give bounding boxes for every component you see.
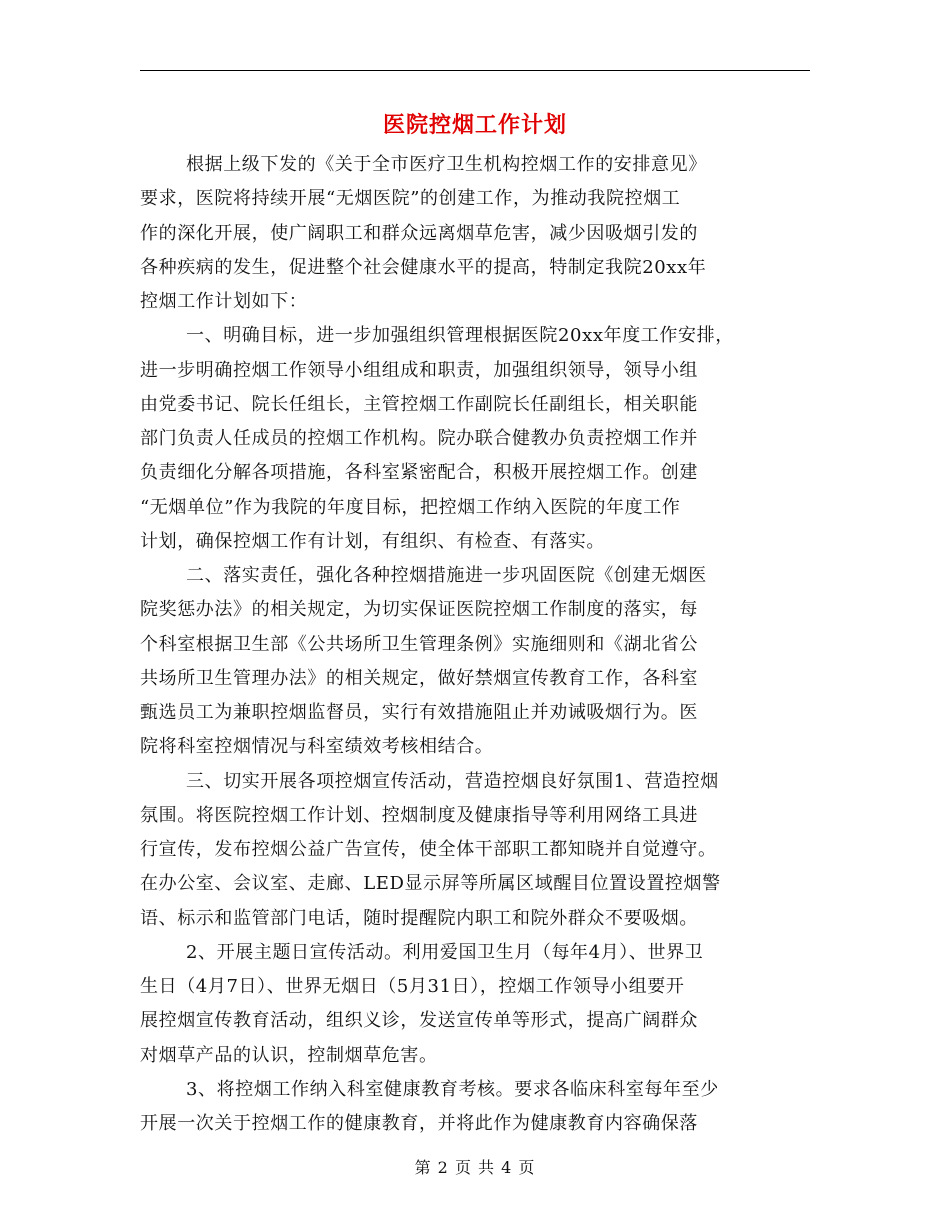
text-line: 作的深化开展，使广阔职工和群众远离烟草危害，减少因吸烟引发的 bbox=[140, 222, 698, 244]
document-body bbox=[140, 148, 810, 1141]
text-line: 语、标示和监管部门电话，随时提醒院内职工和院外群众不要吸烟。 bbox=[140, 907, 698, 929]
text-line: 根据上级下发的《关于全市医疗卫生机构控烟工作的安排意见》 bbox=[186, 154, 707, 175]
text-line: 控烟工作计划如下： bbox=[140, 291, 308, 312]
text-line: 生日（4月7日）、世界无烟日（5月31日），控烟工作领导小组要开 bbox=[140, 976, 685, 997]
text-line: 由党委书记、院长任组长，主管控烟工作副院长任副组长，相关职能 bbox=[140, 393, 698, 415]
text-line: 部门负责人任成员的控烟工作机构。院办联合健教办负责控烟工作并 bbox=[140, 428, 698, 449]
text-line: 二、落实责任，强化各种控烟措施进一步巩固医院《创建无烟医 bbox=[186, 565, 707, 586]
text-line: 院将科室控烟情况与科室绩效考核相结合。 bbox=[140, 736, 494, 758]
text-line: 2、开展主题日宣传活动。利用爱国卫生月（每年4月）、世界卫 bbox=[186, 941, 704, 963]
header-rule bbox=[140, 70, 810, 71]
text-line: 共场所卫生管理办法》的相关规定，做好禁烟宣传教育工作，各科室 bbox=[140, 667, 698, 689]
text-line: 负责细化分解各项措施，各科室紧密配合，积极开展控烟工作。创建 bbox=[140, 462, 698, 484]
page-footer: 第 2 页 共 4 页 bbox=[414, 1158, 536, 1177]
text-line: 计划，确保控烟工作有计划，有组织、有检查、有落实。 bbox=[140, 530, 605, 552]
text-line: 3、将控烟工作纳入科室健康教育考核。要求各临床科室每年至少 bbox=[186, 1078, 719, 1100]
text-line: 展控烟宣传教育活动，组织义诊，发送宣传单等形式，提高广阔群众 bbox=[140, 1010, 698, 1032]
text-line: 个科室根据卫生部《公共场所卫生管理条例》实施细则和《湖北省公 bbox=[140, 633, 698, 655]
text-line: 要求，医院将持续开展“无烟医院”的创建工作，为推动我院控烟工 bbox=[140, 188, 681, 210]
text-line: 进一步明确控烟工作领导小组组成和职责，加强组织领导，领导小组 bbox=[140, 359, 698, 381]
text-line: 开展一次关于控烟工作的健康教育，并将此作为健康教育内容确保落 bbox=[140, 1113, 698, 1134]
document-title: 医院控烟工作计划 bbox=[382, 112, 567, 138]
text-line: 对烟草产品的认识，控制烟草危害。 bbox=[140, 1044, 438, 1066]
text-line: “无烟单位”作为我院的年度目标，把控烟工作纳入医院的年度工作 bbox=[140, 496, 681, 518]
text-line: 甄选员工为兼职控烟监督员，实行有效措施阻止并劝诫吸烟行为。医 bbox=[140, 702, 698, 723]
text-line: 三、切实开展各项控烟宣传活动，营造控烟良好氛围1、营造控烟 bbox=[186, 770, 719, 792]
text-line: 院奖惩办法》的相关规定，为切实保证医院控烟工作制度的落实，每 bbox=[140, 599, 698, 621]
text-line: 行宣传，发布控烟公益广告宣传，使全体干部职工都知晓并自觉遵守。 bbox=[140, 839, 717, 860]
text-line: 各种疾病的发生，促进整个社会健康水平的提高，特制定我院20xx年 bbox=[140, 256, 707, 278]
text-line: 在办公室、会议室、走廊、LED显示屏等所属区域醒目位置设置控烟警 bbox=[140, 873, 721, 895]
text-line: 一、明确目标，进一步加强组织管理根据医院20xx年度工作安排， bbox=[186, 325, 734, 347]
text-line: 氛围。将医院控烟工作计划、控烟制度及健康指导等利用网络工具进 bbox=[140, 804, 698, 826]
